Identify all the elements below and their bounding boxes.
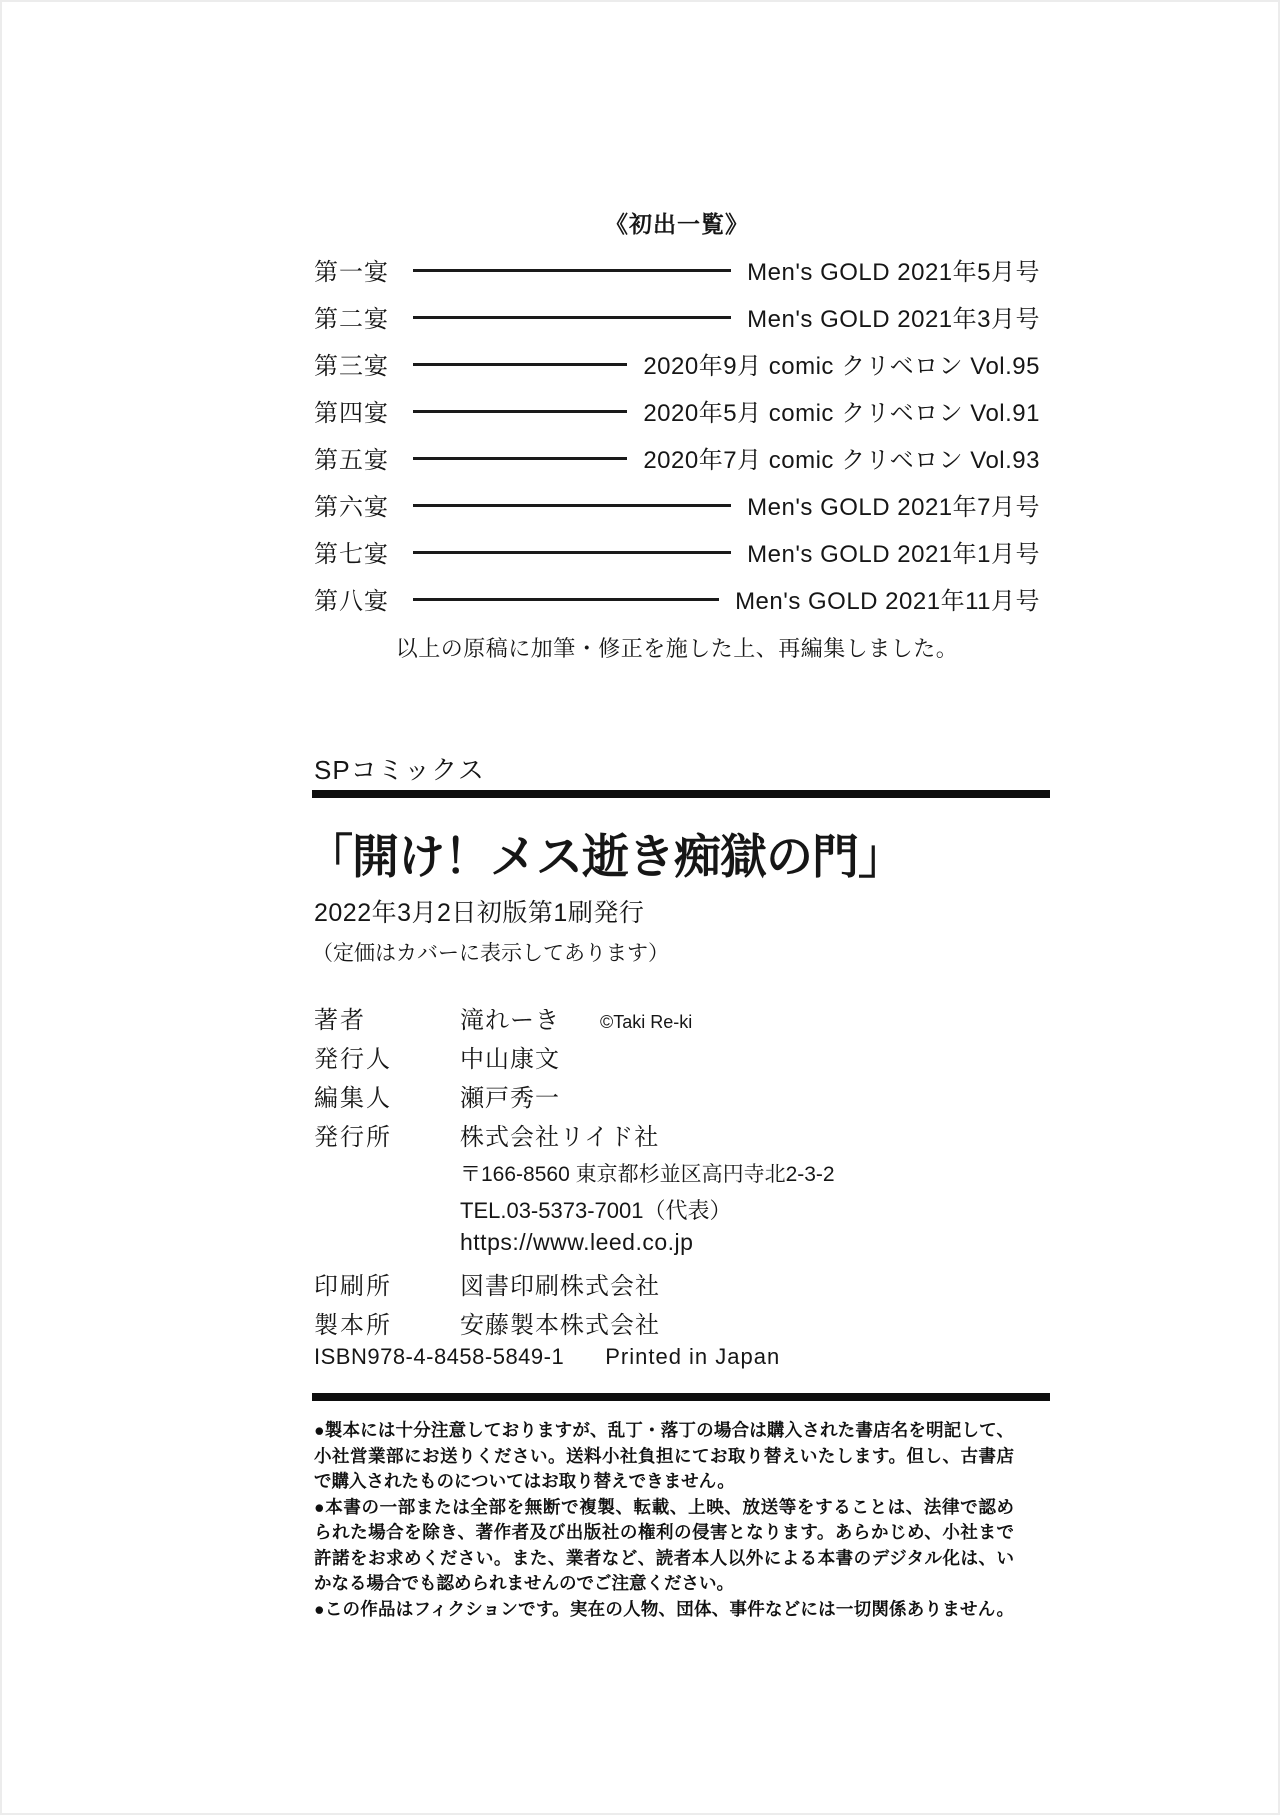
- credit-label: 印刷所: [314, 1273, 392, 1300]
- legal-line: られた場合を除き、著作者及び出版社の権利の侵害となります。あらかじめ、小社まで: [314, 1522, 1014, 1542]
- isbn-row: [314, 1344, 1050, 1370]
- source-label: Men's GOLD 2021年1月号: [747, 540, 1040, 568]
- list-item: [314, 256, 1040, 286]
- publisher-phone: TEL.03-5373-7001（代表）: [460, 1198, 732, 1223]
- credit-row-binder: [314, 1305, 1050, 1339]
- legal-line: 小社営業部にお送りください。送料小社負担にてお取り替えいたします。但し、古書店: [314, 1445, 1014, 1466]
- reedit-note: 以上の原稿に加筆・修正を施した上、再編集しました。: [395, 636, 959, 661]
- credit-label: 編集人: [314, 1085, 392, 1112]
- copyright-notice: ©Taki Re-ki: [600, 1012, 693, 1032]
- book-title: 「開け！メス逝き痴獄の門」: [306, 830, 904, 883]
- leader-line: [413, 316, 731, 319]
- credit-label: 著者: [314, 1007, 366, 1034]
- list-item: [314, 538, 1040, 568]
- series-label: SPコミックス: [314, 755, 485, 785]
- leader-line: [413, 269, 731, 272]
- credit-label: 発行所: [314, 1124, 392, 1151]
- list-item: [314, 491, 1040, 521]
- binder-name: 安藤製本株式会社: [460, 1312, 660, 1339]
- edition-line: 2022年3月2日初版第1刷発行: [314, 899, 645, 927]
- credits-block: [314, 1000, 1050, 1370]
- editor-name: 瀬戸秀一: [460, 1085, 560, 1112]
- list-item: [314, 303, 1040, 333]
- legal-line: ●本書の一部または全部を無断で複製、転載、上映、放送等をすることは、法律で認め: [314, 1496, 1014, 1517]
- source-label: 2020年5月 comic クリベロン Vol.91: [643, 399, 1040, 427]
- first-publication-list: [314, 256, 1040, 615]
- source-label: Men's GOLD 2021年7月号: [747, 493, 1040, 521]
- legal-line: 許諾をお求めください。また、業者など、読者本人以外による本書のデジタル化は、い: [314, 1547, 1014, 1568]
- chapter-label: 第六宴: [314, 493, 389, 521]
- chapter-label: 第二宴: [314, 305, 389, 333]
- source-label: Men's GOLD 2021年5月号: [747, 258, 1040, 286]
- price-note: （定価はカバーに表示してあります）: [312, 942, 669, 965]
- chapter-label: 第三宴: [314, 352, 389, 380]
- credit-label: 発行人: [314, 1046, 392, 1073]
- legal-line: かなる場合でも認められませんのでご注意ください。: [314, 1573, 734, 1593]
- list-item: [314, 444, 1040, 474]
- credit-label: 製本所: [314, 1312, 392, 1339]
- source-label: 2020年9月 comic クリベロン Vol.95: [643, 352, 1040, 380]
- source-label: Men's GOLD 2021年11月号: [735, 587, 1040, 615]
- publisher-website: https://www.leed.co.jp: [460, 1229, 694, 1255]
- credit-row-editor: [314, 1078, 1050, 1112]
- printed-in-label: Printed in Japan: [605, 1344, 781, 1369]
- list-item: [314, 585, 1040, 615]
- divider-bar-top: [312, 790, 1050, 798]
- isbn-code: ISBN978-4-8458-5849-1: [314, 1344, 565, 1369]
- source-label: Men's GOLD 2021年3月号: [747, 305, 1040, 333]
- legal-line: ●この作品はフィクションです。実在の人物、団体、事件などには一切関係ありません。: [314, 1598, 1014, 1619]
- divider-bar-bottom: [312, 1393, 1050, 1401]
- legal-notices: [314, 1418, 1014, 1622]
- list-item: [314, 397, 1040, 427]
- leader-line: [413, 598, 719, 601]
- chapter-label: 第一宴: [314, 258, 389, 286]
- leader-line: [413, 410, 627, 413]
- chapter-label: 第八宴: [314, 587, 389, 615]
- chapter-label: 第四宴: [314, 399, 389, 427]
- publisher-address: 〒166-8560 東京都杉並区高円寺北2-3-2: [460, 1163, 835, 1186]
- leader-line: [413, 363, 627, 366]
- credit-row-publishing-house: [314, 1117, 1050, 1151]
- list-item: [314, 350, 1040, 380]
- first-publication-section: [314, 206, 1040, 663]
- source-label: 2020年7月 comic クリベロン Vol.93: [643, 446, 1040, 474]
- credit-row-printer: [314, 1266, 1050, 1300]
- author-name: 滝れーき: [460, 1007, 560, 1034]
- legal-line: ●製本には十分注意しておりますが、乱丁・落丁の場合は購入された書店名を明記して、: [314, 1420, 1014, 1440]
- publishing-house-name: 株式会社リイド社: [460, 1124, 660, 1151]
- chapter-label: 第七宴: [314, 540, 389, 568]
- leader-line: [413, 504, 731, 507]
- first-publication-header: 《初出一覧》: [605, 211, 749, 237]
- credit-row-publisher-person: [314, 1039, 1050, 1073]
- leader-line: [413, 551, 731, 554]
- printer-name: 図書印刷株式会社: [460, 1273, 660, 1300]
- chapter-label: 第五宴: [314, 446, 389, 474]
- credit-row-author: [314, 1000, 1050, 1034]
- publisher-person-name: 中山康文: [460, 1046, 560, 1073]
- leader-line: [413, 457, 627, 460]
- legal-line: で購入されたものについてはお取り替えできません。: [314, 1471, 735, 1491]
